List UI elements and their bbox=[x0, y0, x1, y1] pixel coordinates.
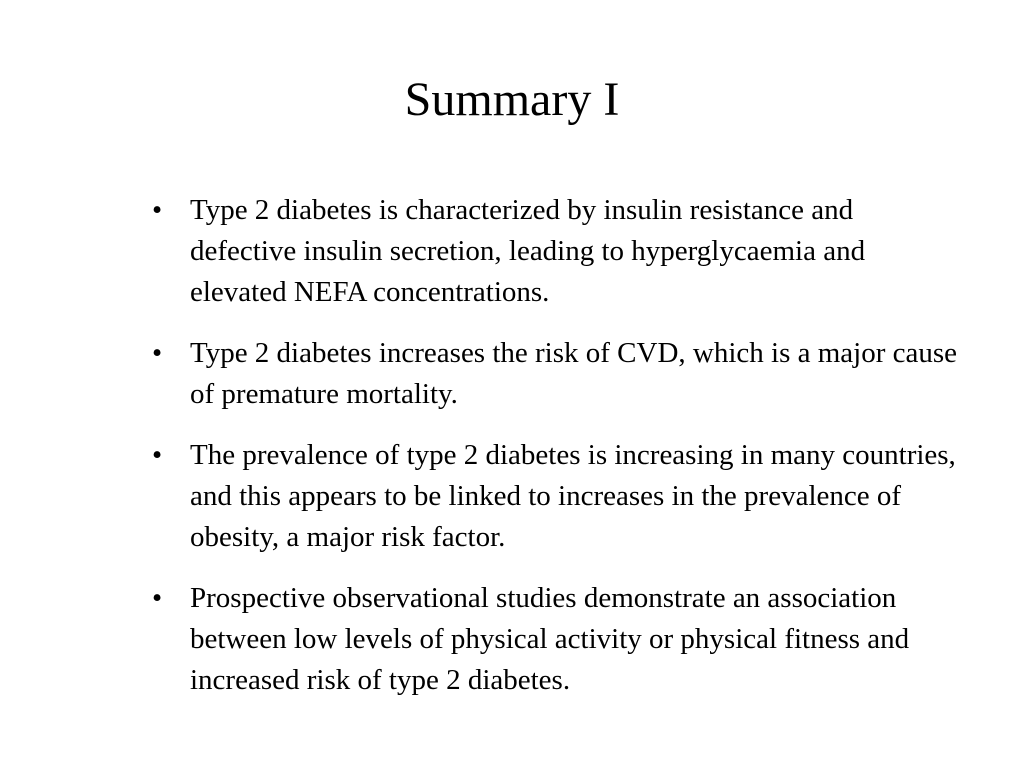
bullet-marker: • bbox=[152, 439, 163, 471]
bullet-text: Type 2 diabetes is characterized by insulin resistance and defective insulin secretion, leading to hyperglycaemia and elevated NEFA concentrations. bbox=[190, 194, 866, 308]
bullet-marker: • bbox=[152, 337, 163, 369]
bullet-text: Type 2 diabetes increases the risk of CVD, which is a major cause of premature mortality. bbox=[190, 337, 958, 410]
bullet-item bbox=[150, 435, 960, 558]
slide-title: Summary I bbox=[404, 73, 620, 126]
bullet-list bbox=[150, 190, 960, 721]
bullet-item bbox=[150, 333, 960, 415]
bullet-text: The prevalence of type 2 diabetes is increasing in many countries, and this appears to be linked to increases in the prevalence of obesity, a major risk factor. bbox=[190, 439, 956, 553]
bullet-marker: • bbox=[152, 194, 163, 226]
bullet-item bbox=[150, 190, 960, 313]
bullet-item bbox=[150, 578, 960, 701]
bullet-marker: • bbox=[152, 582, 163, 614]
bullet-text: Prospective observational studies demonstrate an association between low levels of physical activity or physical fitness and increased risk of type 2 diabetes. bbox=[190, 582, 910, 696]
